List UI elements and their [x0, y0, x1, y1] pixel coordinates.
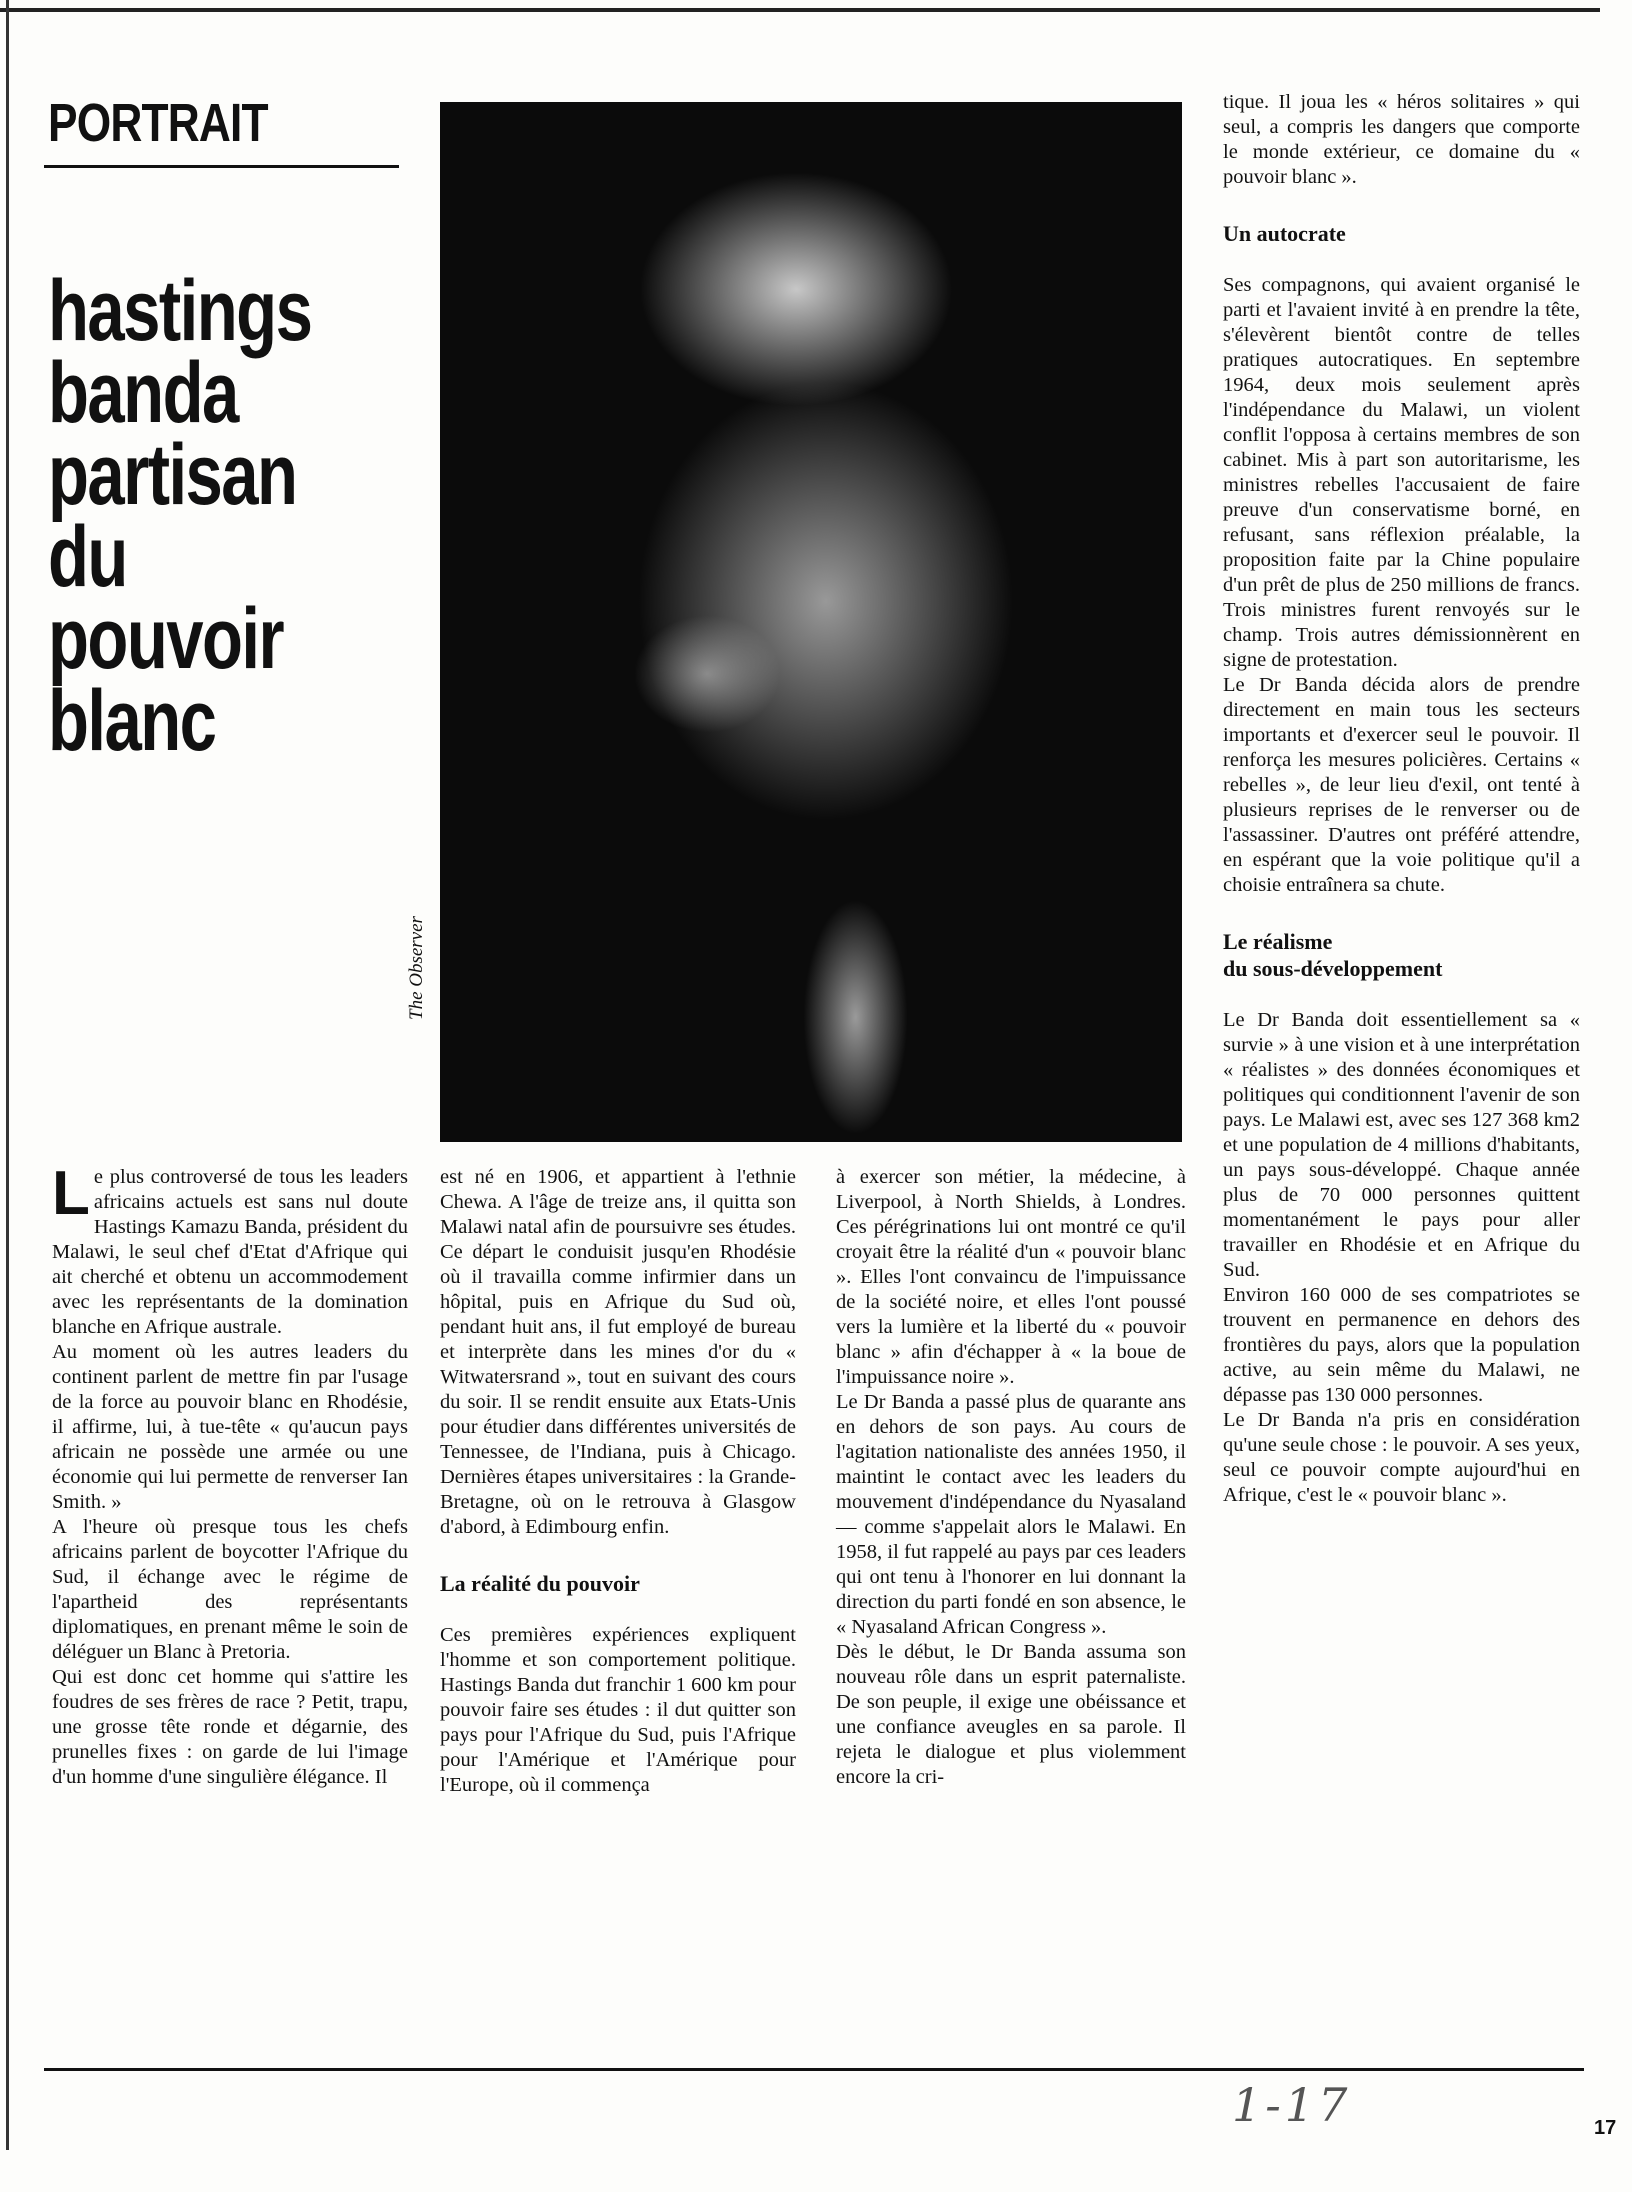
subheading: Un autocrate: [1223, 221, 1346, 246]
paragraph: Le Dr Banda n'a pris en considération qu'une seule chose : le pouvoir. A ses yeux, seul ce pouvoir compte aujourd'hui en Afrique, c'est le « pouvoir blanc ».: [1223, 1409, 1580, 1506]
paragraph: Environ 160 000 de ses compatriotes se trouvent en permanence en dehors des frontières du pays, alors que la population active, au sein même du Malawi, ne dépasse pas 130 000 personnes.: [1223, 1284, 1580, 1406]
paragraph: Le Dr Banda a passé plus de quarante ans en dehors de son pays. Au cours de l'agitation nationaliste des années 1950, il maintint le contact avec les leaders du mouvement d'indépendance du Nyasaland — comme s'appelait alors le Malawi. En 1958, il fut rappelé au pays par ces leaders qui ont tenu à l'honorer en lui donnant la direction du parti fondé en son absence, le « Nyasaland African Congress ».: [836, 1391, 1186, 1638]
paragraph: Qui est donc cet homme qui s'attire les foudres de ses frères de race ? Petit, trapu, une grosse tête ronde et dégarnie, des prunelles fixes : on garde de lui l'image d'un homme d'une singulière élégance. Il: [52, 1666, 408, 1788]
article-column-3: [836, 1165, 1186, 1790]
paragraph: Ces premières expériences expliquent l'homme et son comportement politique. Hastings Banda dut franchir 1 600 km pour pouvoir faire ses études : il dut quitter son pays pour l'Afrique du Sud, puis l'Afrique pour l'Amérique et l'Amérique pour l'Europe, où il commença: [440, 1624, 796, 1796]
subheading: Le réalisme du sous-développement: [1223, 929, 1443, 981]
paragraph: Ses compagnons, qui avaient organisé le parti et l'avaient invité à en prendre la tête, s'élevèrent bientôt contre de telles pratiques autocratiques. En septembre 1964, deux mois seulement après l'indépendance du Malawi, un violent conflit l'opposa à certains membres de son cabinet. Mis à part son autoritarisme, les ministres rebelles l'accusaient de faire preuve d'un conservatisme borné, en refusant, sans réflexion préalable, la proposition faite par la Chine populaire d'un prêt de plus de 250 millions de francs. Trois ministres furent renvoyés sur le champ. Trois autres démissionnèrent en signe de protestation.: [1223, 274, 1580, 671]
paragraph: Au moment où les autres leaders du continent parlent de mettre fin par l'usage de la force au pouvoir blanc en Rhodésie, il affirme, lui, à tue-tête « qu'aucun pays africain ne possède une armée ou une économie qui lui permette de renverser Ian Smith. »: [52, 1341, 408, 1513]
headline: [48, 263, 408, 769]
subheading: La réalité du pouvoir: [440, 1571, 640, 1596]
paragraph: Le plus controversé de tous les leaders africains actuels est sans nul doute Hastings Kamazu Banda, président du Malawi, le seul chef d'Etat d'Afrique qui ait cherché et obtenu un accommodement avec les représentants de la domination blanche en Afrique australe.: [52, 1159, 408, 1338]
paragraph: tique. Il joua les « héros solitaires » qui seul, a compris les dangers que comporte le monde extérieur, ce domaine du « pouvoir blanc ».: [1223, 91, 1580, 188]
portrait-photo: [440, 102, 1182, 1142]
paragraph: Le Dr Banda doit essentiellement sa « survie » à une vision et à une interprétation « réalistes » des données économiques et politiques qui conditionnent l'avenir de son pays. Le Malawi est, avec ses 127 368 km2 et une population de 4 millions d'habitants, un pays sous-développé. Chaque année plus de 70 000 personnes quittent momentanément le pays pour aller travailler en Rhodésie et en Afrique du Sud.: [1223, 1009, 1580, 1281]
headline-line: du: [48, 509, 127, 605]
headline-line: partisan: [48, 427, 297, 523]
top-border: [0, 8, 1600, 12]
article-column-4: [1223, 90, 1580, 1508]
paragraph: à exercer son métier, la médecine, à Liverpool, à North Shields, à Londres. Ces pérégrinations lui ont montré ce qu'il croyait être la réalité d'un « pouvoir blanc ». Elles l'ont convaincu de l'impuissance de la société noire, et elles l'ont poussé vers la lumière et la liberté du « pouvoir blanc » afin d'échapper à « la boue de l'impuissance noire ».: [836, 1166, 1186, 1388]
section-label: PORTRAIT: [48, 93, 268, 153]
headline-line: blanc: [48, 673, 216, 769]
section-rule: [44, 165, 399, 168]
page-number: 17: [1594, 2117, 1617, 2139]
photo-credit: The Observer: [406, 916, 427, 1020]
article-column-2: [440, 1165, 796, 1798]
handwritten-mark: 1-17: [1232, 2078, 1352, 2132]
paragraph: est né en 1906, et appartient à l'ethnie Chewa. A l'âge de treize ans, il quitta son Malawi natal afin de poursuivre ses études. Ce départ le conduisit jusqu'en Rhodésie où il travailla comme infirmier dans un hôpital, puis en Afrique du Sud où, pendant huit ans, il fut employé de bureau et interprète dans les mines d'or du « Witwatersrand », tout en suivant des cours du soir. Il se rendit ensuite aux Etats-Unis pour étudier dans différentes universités de Tennessee, de l'Indiana, puis à Chicago. Dernières étapes universitaires : la Grande-Bretagne, où on le retrouva à Glasgow d'abord, à Edimbourg enfin.: [440, 1166, 796, 1538]
paragraph: Dès le début, le Dr Banda assuma son nouveau rôle dans un esprit paternaliste. De son peuple, il exige une obéissance et une confiance aveugles en sa parole. Il rejeta le dialogue et plus violemment encore la cri-: [836, 1641, 1186, 1788]
paragraph: Le Dr Banda décida alors de prendre directement en main tous les secteurs importants et d'exercer seul le pouvoir. Il renforça les mesures policières. Certains « rebelles », de leur lieu d'exil, ont tenté à plusieurs reprises de le renverser ou de l'assassiner. D'autres ont préféré attendre, en espérant que la voie politique qu'il a choisie entraînera sa chute.: [1223, 674, 1580, 896]
headline-line: banda: [48, 345, 238, 441]
paragraph: A l'heure où presque tous les chefs africains parlent de boycotter l'Afrique du Sud, il échange avec le régime de l'apartheid des représentants diplomatiques, en prenant même le soin de déléguer un Blanc à Pretoria.: [52, 1516, 408, 1663]
headline-line: pouvoir: [48, 591, 284, 687]
article-column-1: [52, 1159, 408, 1790]
bottom-rule: [44, 2068, 1584, 2071]
left-border: [6, 0, 9, 2150]
drop-cap: L: [52, 1159, 90, 1228]
headline-line: hastings: [48, 263, 312, 359]
